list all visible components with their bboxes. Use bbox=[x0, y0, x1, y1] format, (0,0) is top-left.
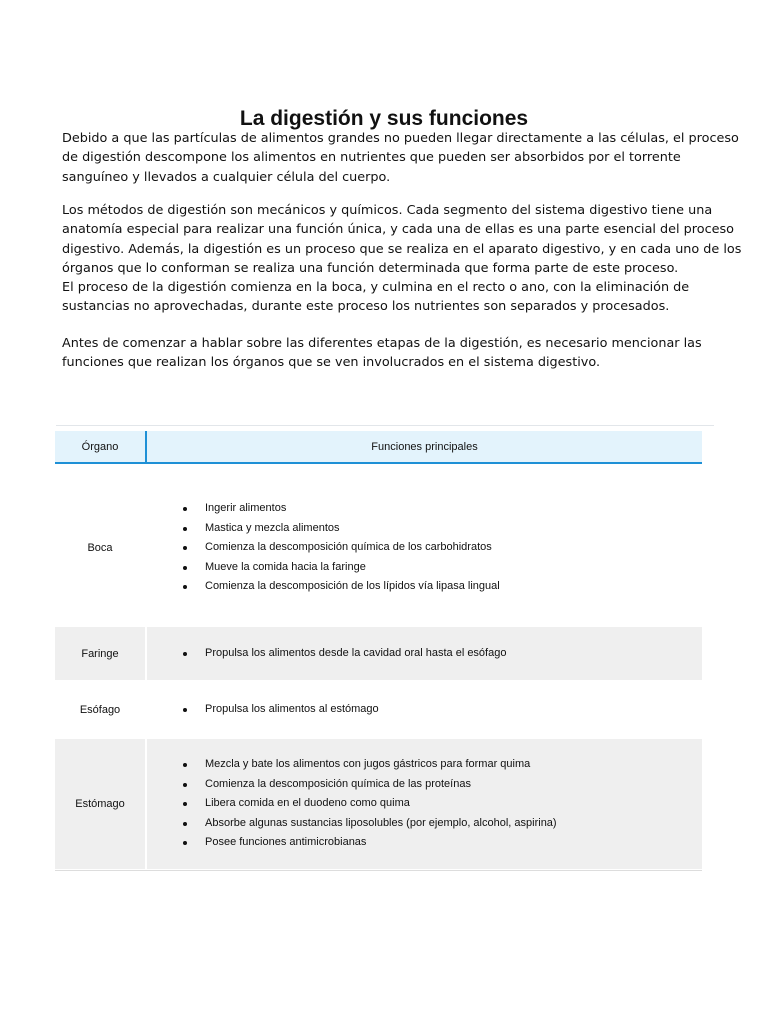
function-text: Absorbe algunas sustancias liposolubles (por ejemplo, alcohol, aspirina) bbox=[205, 816, 557, 829]
organ-cell: Faringe bbox=[81, 647, 119, 660]
bullet-icon bbox=[183, 566, 187, 570]
function-item bbox=[183, 499, 500, 519]
paragraph-line: funciones que realizan los órganos que se ven involucrados en el sistema digestivo. bbox=[62, 355, 601, 371]
bullet-icon bbox=[183, 652, 187, 656]
paragraph-line: Los métodos de digestión son mecánicos y químicos. Cada segmento del sistema digestivo tiene una bbox=[62, 203, 713, 218]
paragraph-line: Debido a que las partículas de alimentos grandes no pueden llegar directamente a las células, el proceso bbox=[62, 131, 739, 146]
intro-paragraph bbox=[62, 129, 739, 187]
functions-list bbox=[147, 499, 500, 597]
function-text: Mezcla y bate los alimentos con jugos gástricos para formar quima bbox=[205, 758, 531, 771]
function-text: Comienza la descomposición química de las proteínas bbox=[205, 777, 471, 790]
function-text: Comienza la descomposición de los lípidos vía lipasa lingual bbox=[205, 580, 500, 593]
paragraph-line: digestivo. Además, la digestión es un proceso que se realiza en el aparato digestivo, y en cada uno de los bbox=[62, 241, 742, 257]
page-title: La digestión y sus funciones bbox=[239, 107, 529, 131]
bullet-icon bbox=[183, 585, 187, 589]
paragraph-line: Antes de comenzar a hablar sobre las diferentes etapas de la digestión, es necesario mencionar las bbox=[62, 336, 702, 351]
function-text: Ingerir alimentos bbox=[205, 502, 287, 515]
paragraph-line: sanguíneo y llevados a cualquier célula del cuerpo. bbox=[62, 169, 391, 185]
function-item bbox=[183, 644, 506, 664]
bullet-icon bbox=[183, 822, 187, 826]
function-item bbox=[183, 794, 557, 814]
bullet-icon bbox=[183, 783, 187, 787]
function-item bbox=[183, 577, 500, 597]
function-item bbox=[183, 814, 557, 834]
table-row bbox=[55, 469, 702, 627]
function-item bbox=[183, 775, 557, 795]
functions-cell bbox=[147, 469, 702, 627]
table-row bbox=[55, 680, 702, 739]
function-text: Mueve la comida hacia la faringe bbox=[205, 560, 366, 573]
organ-cell: Esófago bbox=[79, 703, 121, 716]
function-item bbox=[183, 538, 500, 558]
function-item bbox=[183, 558, 500, 578]
column-header-organ: Órgano bbox=[55, 431, 145, 464]
paragraph-line: órganos que lo conforman se realiza una función determinada que forma parte de este proceso. bbox=[62, 260, 679, 276]
bullet-icon bbox=[183, 546, 187, 550]
functions-cell bbox=[147, 627, 702, 680]
function-text: Mastica y mezcla alimentos bbox=[205, 521, 340, 534]
bullet-icon bbox=[183, 802, 187, 806]
function-item bbox=[183, 519, 500, 539]
bullet-icon bbox=[183, 527, 187, 531]
paragraph-line: sustancias no aprovechadas, durante este proceso los nutrientes son separados y procesados. bbox=[62, 299, 670, 315]
organs-functions-table bbox=[55, 431, 702, 849]
bullet-icon bbox=[183, 841, 187, 845]
function-text: Comienza la descomposición química de los carbohidratos bbox=[205, 541, 492, 554]
function-item bbox=[183, 700, 379, 720]
table-bottom-divider bbox=[55, 870, 702, 871]
column-header-functions: Funciones principales bbox=[147, 431, 702, 464]
organ-cell: Boca bbox=[87, 542, 113, 554]
section-divider bbox=[56, 425, 714, 426]
functions-list bbox=[147, 700, 379, 720]
functions-cell bbox=[147, 680, 702, 739]
functions-list bbox=[147, 644, 506, 664]
function-text: Propulsa los alimentos desde la cavidad oral hasta el esófago bbox=[205, 646, 507, 659]
bullet-icon bbox=[183, 763, 187, 767]
function-text: Libera comida en el duodeno como quima bbox=[205, 797, 410, 810]
functions-list bbox=[147, 755, 557, 853]
organs-intro-paragraph bbox=[62, 334, 708, 373]
paragraph-line: anatomía especial para realizar una función única, y cada una de ellas es una parte esencial del proceso bbox=[62, 222, 735, 238]
organ-cell: Estómago bbox=[75, 798, 125, 810]
table-row bbox=[55, 627, 702, 680]
bullet-icon bbox=[183, 708, 187, 712]
methods-paragraph bbox=[62, 201, 742, 317]
function-item bbox=[183, 755, 557, 775]
paragraph-line: El proceso de la digestión comienza en la boca, y culmina en el recto o ano, con la eliminación de bbox=[62, 280, 690, 296]
function-text: Posee funciones antimicrobianas bbox=[205, 836, 367, 849]
table-header bbox=[55, 431, 702, 464]
paragraph-line: de digestión descompone los alimentos en nutrientes que pueden ser absorbidos por el torrente bbox=[62, 150, 681, 166]
bullet-icon bbox=[183, 507, 187, 511]
functions-cell bbox=[147, 739, 702, 869]
table-row bbox=[55, 739, 702, 869]
function-item bbox=[183, 833, 557, 853]
function-text: Propulsa los alimentos al estómago bbox=[205, 702, 379, 715]
